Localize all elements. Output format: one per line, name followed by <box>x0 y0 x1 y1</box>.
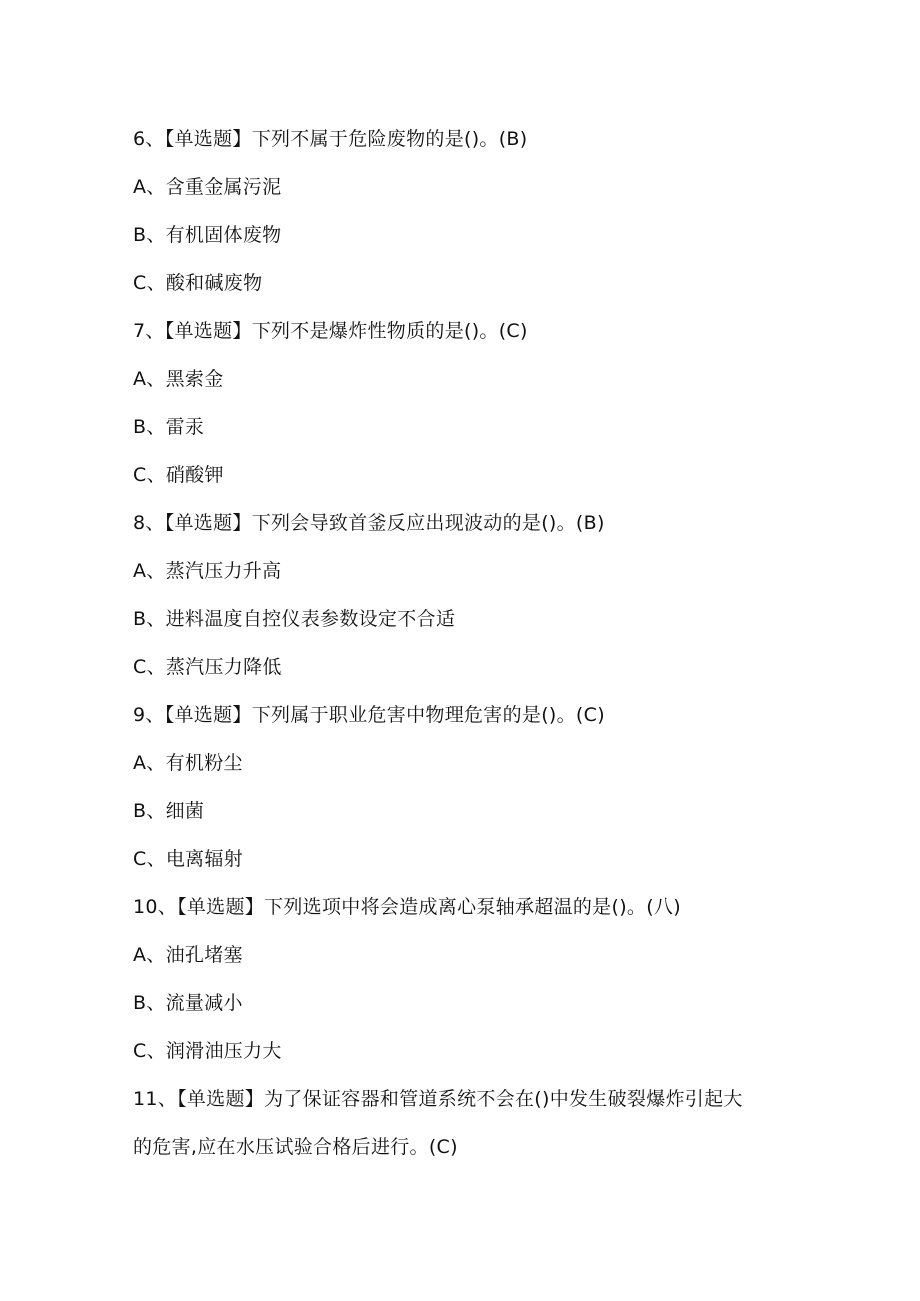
question-8 <box>133 499 793 691</box>
question-stem: 7、【单选题】下列不是爆炸性物质的是()。(C) <box>133 320 528 342</box>
option-a: A、黑索金 <box>133 368 224 390</box>
option-a: A、油孔堵塞 <box>133 944 243 966</box>
option-a: A、蒸汽压力升高 <box>133 560 282 582</box>
question-list <box>133 115 793 1171</box>
option-c: C、润滑油压力大 <box>133 1040 282 1062</box>
option-c: C、电离辐射 <box>133 848 244 870</box>
option-c: C、蒸汽压力降低 <box>133 656 282 678</box>
question-stem: 6、【单选题】下列不属于危险废物的是()。(B) <box>133 128 528 150</box>
question-10 <box>133 883 793 1075</box>
question-stem-line-1: 11、【单选题】为了保证容器和管道系统不会在()中发生破裂爆炸引起大 <box>133 1088 743 1110</box>
option-c: C、硝酸钾 <box>133 464 224 486</box>
question-9 <box>133 691 793 883</box>
question-11 <box>133 1075 793 1171</box>
option-a: A、有机粉尘 <box>133 752 243 774</box>
option-c: C、酸和碱废物 <box>133 272 263 294</box>
option-b: B、进料温度自控仪表参数设定不合适 <box>133 608 456 630</box>
option-b: B、雷汞 <box>133 416 205 438</box>
option-b: B、流量减小 <box>133 992 243 1014</box>
option-a: A、含重金属污泥 <box>133 176 282 198</box>
question-stem: 8、【单选题】下列会导致首釜反应出现波动的是()。(B) <box>133 512 605 534</box>
question-6 <box>133 115 793 307</box>
option-b: B、细菌 <box>133 800 205 822</box>
question-stem-line-2: 的危害,应在水压试验合格后进行。(C) <box>133 1136 458 1158</box>
option-b: B、有机固体废物 <box>133 224 282 246</box>
question-stem: 10、【单选题】下列选项中将会造成离心泵轴承超温的是()。(八) <box>133 896 681 918</box>
question-7 <box>133 307 793 499</box>
question-stem: 9、【单选题】下列属于职业危害中物理危害的是()。(C) <box>133 704 605 726</box>
